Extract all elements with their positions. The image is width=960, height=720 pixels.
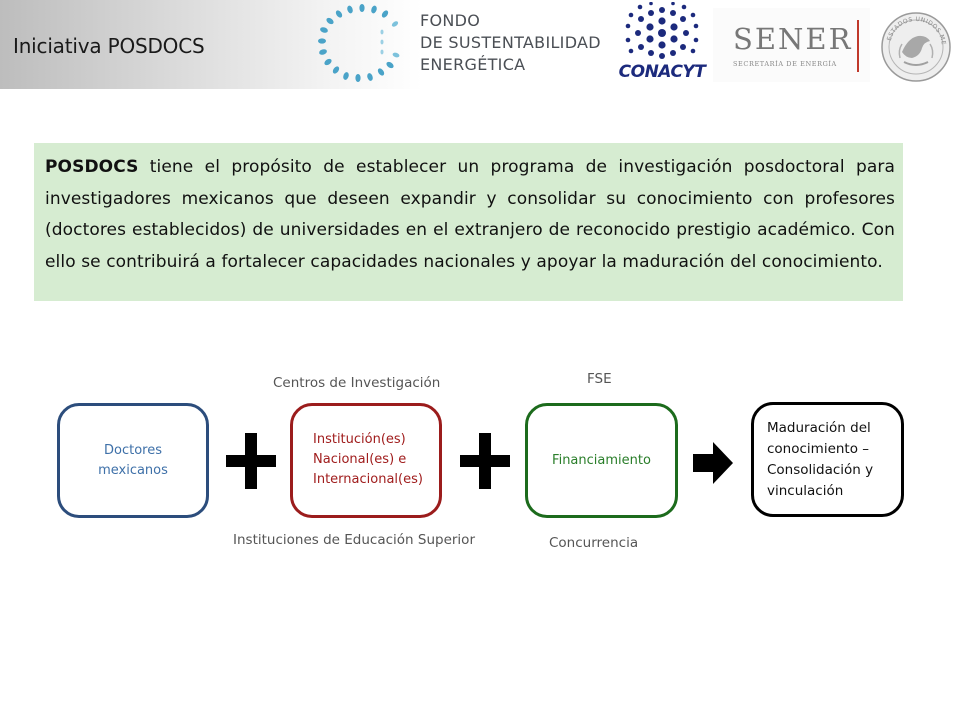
- intro-panel: [34, 143, 903, 301]
- node-madur-line-2: conocimiento –: [767, 441, 870, 457]
- intro-lead: POSDOCS: [45, 157, 139, 177]
- label-fse: FSE: [587, 371, 612, 387]
- intro-paragraph: [45, 152, 895, 278]
- node-financ-label: Financiamiento: [552, 452, 651, 468]
- sener-subtitle: SECRETARÍA DE ENERGÍA: [733, 60, 837, 68]
- seal-text: ESTADOS UNIDOS ME: [885, 15, 947, 46]
- plus-icon: [226, 433, 276, 489]
- header-bar: [0, 0, 960, 89]
- node-madur-line-1: Maduración del: [767, 420, 871, 436]
- node-financiamiento: [525, 403, 678, 518]
- label-concurrencia: Concurrencia: [549, 535, 639, 551]
- label-instituciones-superior: Instituciones de Educación Superior: [233, 532, 475, 548]
- node-doctores-mexicanos: [57, 403, 209, 518]
- node-madur-line-4: vinculación: [767, 483, 844, 499]
- sener-logo: [713, 8, 870, 82]
- conacyt-logo: [612, 2, 712, 88]
- intro-body: tiene el propósito de establecer un programa de investigación posdoctoral para investigadores mexicanos que deseen expandir y consolidar su conocimiento con profesores (doctores establecidos) de universidades en el extranjero de reconocido prestigio académico. Con ello se contribuirá a fortalecer capacidades nacionales y apoyar la maduración del conocimiento.: [45, 157, 895, 272]
- fse-ring-icon: [312, 2, 412, 84]
- sener-accent-bar: [857, 20, 859, 72]
- node-doctores-line-2: mexicanos: [98, 462, 168, 478]
- fse-line-1: FONDO: [420, 11, 481, 30]
- node-doctores-line-1: Doctores: [103, 442, 162, 458]
- mexico-seal-logo: [874, 8, 958, 86]
- fse-logo: [312, 2, 612, 84]
- label-centros: Centros de Investigación: [273, 375, 441, 391]
- page-title: Iniciativa POSDOCS: [13, 34, 205, 58]
- conacyt-word: CONACYT: [618, 62, 706, 82]
- conacyt-dots-icon: [612, 2, 712, 64]
- fse-logo-text: [420, 10, 620, 76]
- fse-line-2: DE SUSTENTABILIDAD: [420, 33, 601, 52]
- right-arrow-icon: [693, 442, 733, 484]
- node-instit-line-3: Internacional(es): [313, 472, 423, 487]
- sener-word: SENER: [733, 22, 853, 56]
- mexico-seal-icon: [874, 8, 958, 86]
- node-instituciones: [290, 403, 442, 518]
- node-madur-line-3: Consolidación y: [767, 462, 874, 478]
- fse-line-3: ENERGÉTICA: [420, 55, 526, 74]
- node-maduracion: [751, 402, 904, 517]
- plus-icon: [460, 433, 510, 489]
- node-instit-line-2: Nacional(es) e: [313, 452, 407, 467]
- node-instit-line-1: Institución(es): [313, 432, 406, 447]
